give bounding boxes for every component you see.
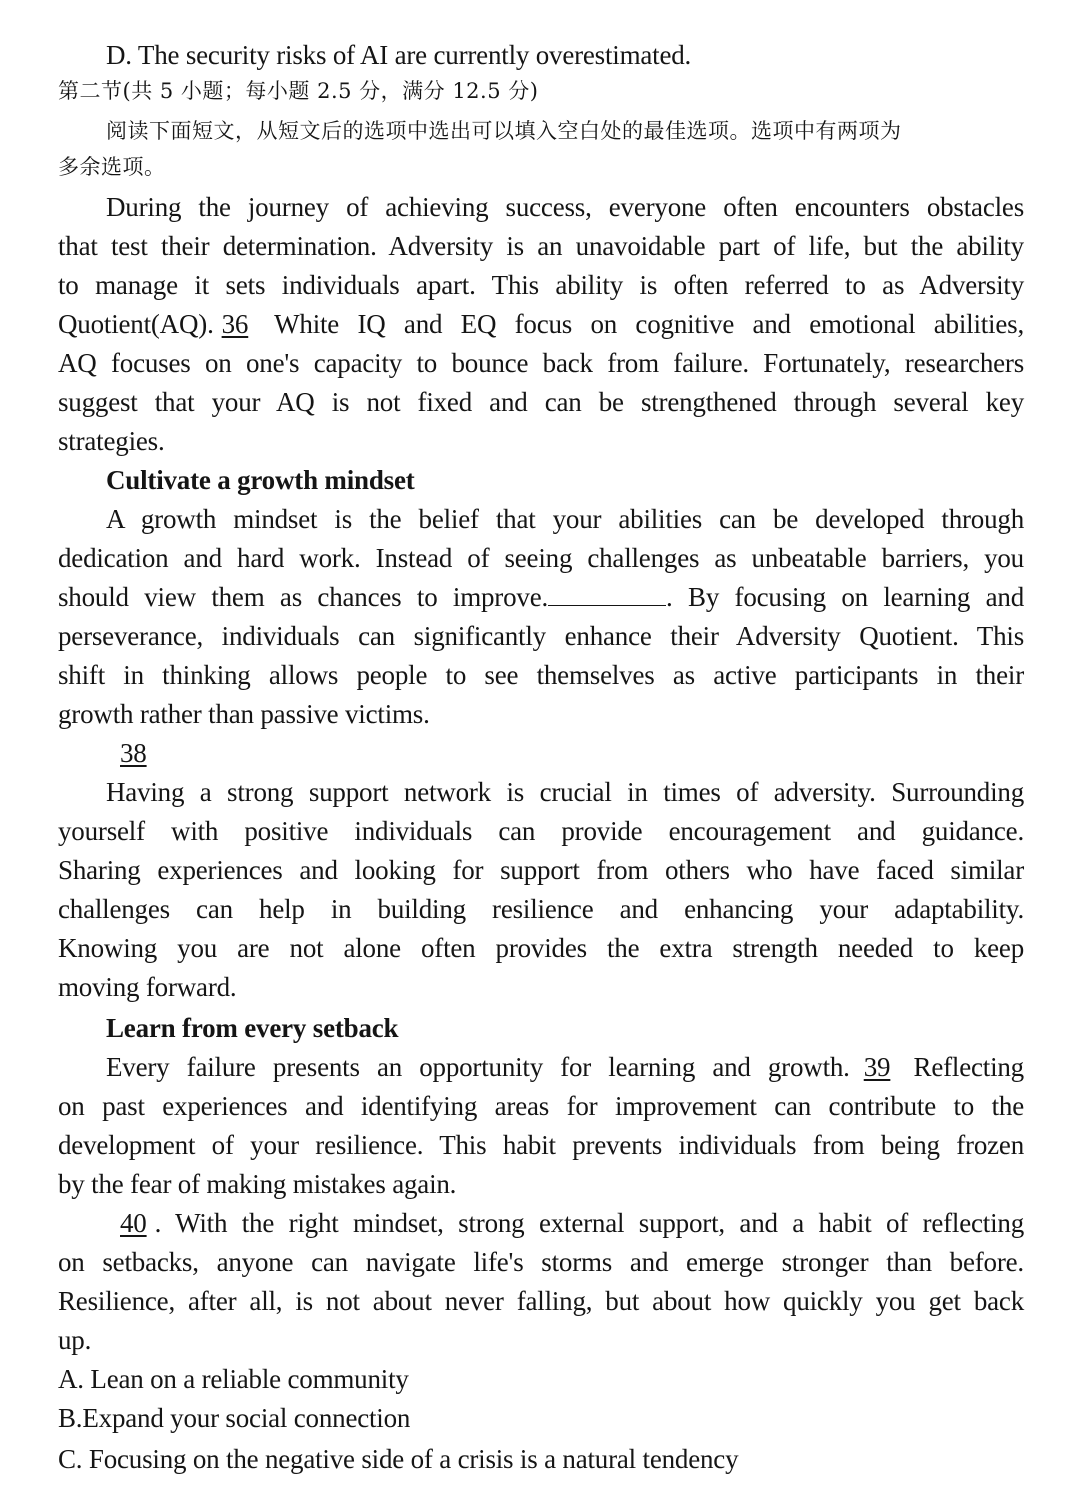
option-c: C. Focusing on the negative side of a crisis is a natural tendency (58, 1444, 739, 1474)
para1-line-1: A growth mindset is the belief that your abilities can be developed through (106, 504, 1024, 534)
para3-line-3: development of your resilience. This habit prevents individuals from being frozen (58, 1130, 1024, 1160)
para2-line-4: challenges can help in building resilience and enhancing your adaptability. (58, 894, 1024, 924)
para3-text: Reflecting (896, 1052, 1024, 1082)
para3-text: Every failure presents an opportunity for learning and growth. (106, 1052, 850, 1082)
intro-line-6: suggest that your AQ is not fixed and can be strengthened through several key (58, 387, 1024, 417)
intro-text: Quotient(AQ). (58, 309, 214, 339)
para2-line-3: Sharing experiences and looking for support from others who have faced similar (58, 855, 1024, 885)
para2-line-2: yourself with positive individuals can provide encouragement and guidance. (58, 816, 1024, 846)
section-title: 第二节(共 5 小题；每小题 2.5 分，满分 12.5 分) (58, 79, 539, 103)
para1-line-2: dedication and hard work. Instead of seeing challenges as unbeatable barriers, you (58, 543, 1024, 573)
para4-line-3: Resilience, after all, is not about never falling, but about how quickly you get back (58, 1286, 1024, 1316)
instruction-line-1: 阅读下面短文，从短文后的选项中选出可以填入空白处的最佳选项。选项中有两项为 (106, 119, 902, 143)
blank-37 (548, 581, 666, 606)
option-b: B.Expand your social connection (58, 1403, 411, 1433)
blank-38: 38 (120, 738, 147, 768)
para1-line-4: perseverance, individuals can significantly enhance their Adversity Quotient. This (58, 621, 1024, 651)
intro-line-7: strategies. (58, 426, 165, 456)
para1-line-3 (58, 578, 1024, 617)
para2-line-1: Having a strong support network is crucial in times of adversity. Surrounding (106, 777, 1024, 807)
previous-option-d: D. The security risks of AI are currently overestimated. (106, 40, 692, 70)
para1-text: . By focusing on learning and (666, 582, 1025, 612)
blank-36: 36 (221, 309, 249, 339)
para1-text: should view them as chances to improve. (58, 582, 549, 612)
para3-line-1 (106, 1048, 1024, 1087)
para4-text: . With the right mindset, strong external support, and a habit of reflecting (154, 1208, 1024, 1238)
intro-text: White IQ and EQ focus on cognitive and emotional abilities, (256, 309, 1024, 339)
para3-line-4: by the fear of making mistakes again. (58, 1169, 457, 1199)
blank-39: 39 (863, 1052, 891, 1082)
intro-line-5: AQ focuses on one's capacity to bounce back from failure. Fortunately, researchers (58, 348, 1024, 378)
intro-line-3: to manage it sets individuals apart. This ability is often referred to as Adversity (58, 270, 1024, 300)
para1-line-5: shift in thinking allows people to see themselves as active participants in their (58, 660, 1024, 690)
heading-learn-setback: Learn from every setback (106, 1013, 399, 1043)
para1-line-6: growth rather than passive victims. (58, 699, 430, 729)
intro-line-2: that test their determination. Adversity is an unavoidable part of life, but the ability (58, 231, 1024, 261)
para4-line-4: up. (58, 1325, 92, 1355)
para4-line-2: on setbacks, anyone can navigate life's storms and emerge stronger than before. (58, 1247, 1024, 1277)
heading-growth-mindset: Cultivate a growth mindset (106, 465, 415, 495)
para2-line-5: Knowing you are not alone often provides the extra strength needed to keep (58, 933, 1024, 963)
blank-40: 40 (120, 1208, 147, 1238)
intro-line-1: During the journey of achieving success, everyone often encounters obstacles (106, 192, 1024, 222)
option-a: A. Lean on a reliable community (58, 1364, 409, 1394)
instruction-line-2: 多余选项。 (58, 155, 166, 179)
heading-blank-38 (106, 734, 1024, 773)
para3-line-2: on past experiences and identifying areas for improvement can contribute to the (58, 1091, 1024, 1121)
para2-line-6: moving forward. (58, 972, 237, 1002)
intro-line-4 (58, 305, 1024, 344)
para4-line-1 (106, 1204, 1024, 1243)
